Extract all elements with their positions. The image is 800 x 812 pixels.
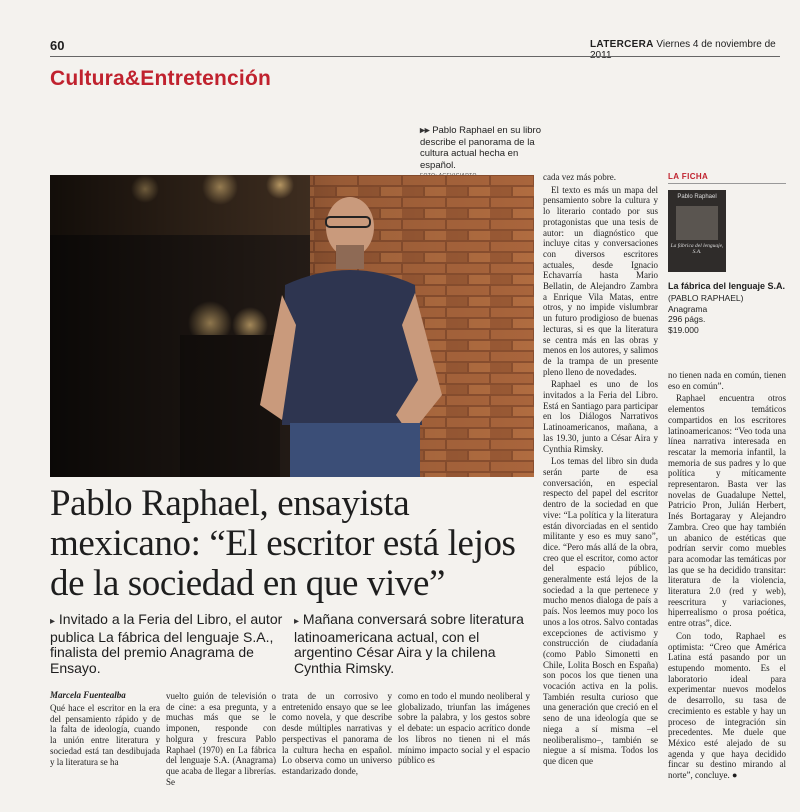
body-bottom-column-4 (398, 691, 530, 766)
paragraph: trata de un corrosivo y entretenido ensayo que se lee como novela, y que describe desde múltiples narrativas y perspectivas el panorama de la cultura hecha en español. Lo observa como un universo estandarizado donde, (282, 691, 392, 776)
book-cover-author: Pablo Raphael (677, 194, 717, 200)
book-cover-title: La fábrica del lenguaje, S.A. (670, 243, 724, 255)
ficha-rule (668, 183, 786, 184)
headline: Pablo Raphael, ensayista mexicano: “El escritor está lejos de la sociedad en que vive” (50, 483, 516, 604)
article-column-a (543, 172, 658, 812)
newspaper-dateline (590, 39, 800, 61)
header-rule (50, 56, 780, 57)
paragraph: como en todo el mundo neoliberal y globalizado, triunfan las imágenes sobre la palabra, y los gestos sobre el debate: un espacio acrítico donde los libros no tienen ni el más mínimo impacto social y el espacio público es (398, 691, 530, 766)
page-number: 60 (50, 38, 65, 53)
photo-caption (420, 125, 545, 171)
paragraph: vuelto guión de televisión o de cine: a esa pregunta, y a muchas más que se le imponen, responde con holgura y frescura Pablo Raphael (1970) en La fábrica del lenguaje S.A. (Anagrama) que acaba de llegar a librerías. Se (166, 691, 276, 787)
book-cover (668, 190, 726, 272)
body-bottom-column-2 (166, 691, 276, 787)
paragraph: Raphael es uno de los invitados a la Feria del Libro. Está en Santiago para participar en los Diálogos Narrativos Latinoamericanos, mañana, a las 19.30, junto a César Aira y Cynthia Rimsky. (543, 379, 658, 454)
book-cover-art (676, 206, 718, 240)
paragraph: Los temas del libro sin duda serán parte de esa conversación, en especial respecto del papel del escritor dentro de la sociedad en que vive: “La política y la literatura están divorciadas en el sentido militante y eso es muy sano”, dice. “Pero más allá de la obra, creo que el escritor, como actor del espacio público, generalmente está lejos de la sociedad a la que pertenece y mucho menos dialoga de país a país. Nos leemos muy poco los unos a los otros. Salvo contadas excepciones de activismo y construcción de ciudadanía (como Pablo Simonetti en Chile, Lolita Bosch en España) son pocos los que tienen una vocación activa en la polis. También resulta curioso que una generación que creció en el seno de una ideología que se niega a sí misma –el neoliberalismo–, también se niegue a sí misma. Todos los que dicen que (543, 456, 658, 766)
portrait-photo (50, 175, 534, 477)
ficha-label: LA FICHA (668, 172, 709, 181)
paragraph: Con todo, Raphael es optimista: “Creo que América Latina está pasando por un estupendo momento. Es el laboratorio ideal para experimentar nuevos modelos de desarrollo, su tasa de crecimiento es estable y hay un proceso de integración sin precedentes. Me duele que México esté alejado de su agenda y que haya decidido fincar su destino mirando al norte”, concluye. ● (668, 630, 786, 781)
byline: Marcela Fuentealba (50, 690, 126, 700)
body-bottom-column-1 (50, 703, 160, 767)
ficha-pages: 296 págs. (668, 314, 706, 324)
paragraph: El texto es más un mapa del pensamiento sobre la cultura y lo literario contado por sus protagonistas que una tesis de autor: un diagnóstico que incluye citas y conversaciones con diversos escritores actuales, desde Ignacio Echavarría hasta Mario Bellatin, de Alejandro Zambra a Enrique Vila Matas, entre otros, y no impide vislumbrar un futuro prodigioso de buenas lecturas, si es que la literatura se centra más en las obras y menos en los autores, y salimos de la trampa de un presente pleno lleno de novedades. (543, 184, 658, 377)
ficha-details (668, 293, 743, 335)
deck-text: Invitado a la Feria del Libro, el autor publica La fábrica del lenguaje S.A., finalista del premio Anagrama de Ensayo. (50, 611, 283, 676)
newspaper-name: LATERCERA (590, 39, 654, 50)
deck-text: Mañana conversará sobre literatura latinoamericana actual, con el argentino César Aira y la chilena Cynthia Rimsky. (294, 611, 524, 676)
paragraph: Raphael encuentra otros elementos temáticos compartidos en los escritores latinoamericanos: “Veo toda una línea narrativa interesada en rescatar la memoria infantil, la memoria de sus padres y lo que política y míticamente representaron. Basta ver las novelas de Guadalupe Nettel, Patricio Pron, Julián Herbert, Inés Bortagaray y Alejandro Zambra. Creo que hay también un abanico de estéticas que podrían servir como muebles para acomodar las temáticas por las que se ha decidido transitar: literatura de la violencia, literatura 2.0 (red y web), reescritura y variaciones, hiperrealismo o prosa poética, entre otras”, dice. (668, 393, 786, 629)
photo-illustration (50, 175, 534, 477)
date: Viernes 4 de noviembre de (656, 39, 776, 50)
paragraph: no tienen nada en común, tienen eso en común”. (668, 370, 786, 391)
article-column-b (668, 370, 786, 783)
paragraph: Qué hace el escritor en la era del pensamiento rápido y de la falta de ideología, cuando la unión entre literatura y sociedad está tan desdibujada y la literatura se ha (50, 703, 160, 767)
caption-text: Pablo Raphael en su libro describe el panorama de la cultura actual hecha en español. (420, 125, 541, 171)
deck-item (50, 612, 283, 676)
double-arrow-icon: ▸▸ (420, 125, 430, 136)
triangle-bullet-icon: ▸ (50, 616, 56, 627)
ficha-publisher: Anagrama (668, 303, 708, 314)
section-title: Cultura&Entretención (50, 67, 272, 90)
paragraph: cada vez más pobre. (543, 172, 616, 182)
body-bottom-column-3 (282, 691, 392, 777)
ficha-book-title: La fábrica del lenguaje S.A. (668, 281, 786, 291)
deck-item (294, 612, 539, 676)
ficha-author: (PABLO RAPHAEL) (668, 293, 744, 303)
ficha-price: $19.000 (668, 324, 699, 335)
triangle-bullet-icon: ▸ (294, 616, 300, 627)
